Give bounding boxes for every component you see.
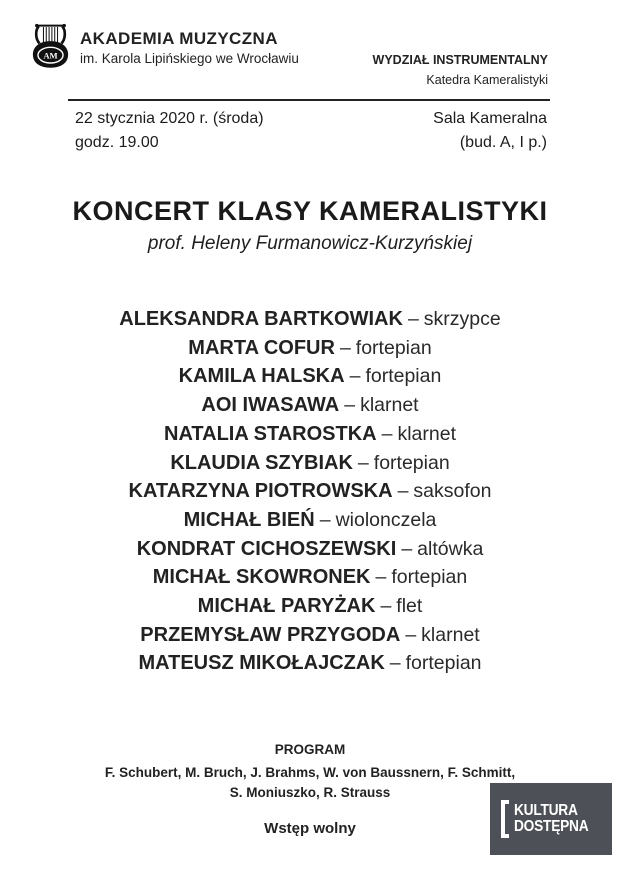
performer-instrument: fortepian xyxy=(405,652,482,675)
dostepna-line: DOSTĘPNA xyxy=(514,818,589,835)
name-instrument-separator: – xyxy=(357,451,369,474)
performer-name: KAMILA HALSKA xyxy=(178,365,345,388)
kultura-dostepna-logo xyxy=(490,783,612,855)
brand-name: AKADEMIA MUZYCZNA xyxy=(80,29,278,48)
name-instrument-separator: – xyxy=(389,652,401,675)
performer-name: AOI IWASAWA xyxy=(201,394,340,417)
performer-name: MICHAŁ PARYŻAK xyxy=(197,595,376,618)
event-info-row xyxy=(75,107,547,155)
performer-row xyxy=(0,335,620,364)
concert-title: KONCERT KLASY KAMERALISTYKI xyxy=(72,196,548,226)
performer-name: KATARZYNA PIOTROWSKA xyxy=(128,480,393,503)
performer-instrument: fortepian xyxy=(373,451,450,474)
performer-name: MARTA COFUR xyxy=(188,336,335,359)
name-instrument-separator: – xyxy=(319,508,331,531)
performer-name: MICHAŁ SKOWRONEK xyxy=(152,566,371,589)
performer-row xyxy=(0,507,620,536)
event-date: 22 stycznia 2020 r. (środa) xyxy=(75,110,264,127)
concert-subtitle: prof. Heleny Furmanowicz-Kurzyńskiej xyxy=(147,233,473,254)
program-composers-line2: S. Moniuszko, R. Strauss xyxy=(229,785,391,800)
event-venue xyxy=(433,107,547,155)
performer-name: KONDRAT CICHOSZEWSKI xyxy=(136,537,397,560)
performer-instrument: fortepian xyxy=(365,365,442,388)
performer-row xyxy=(0,622,620,651)
performer-instrument: skrzypce xyxy=(423,308,501,330)
performer-row xyxy=(0,363,620,392)
performer-name: MATEUSZ MIKOŁAJCZAK xyxy=(138,652,385,675)
performer-instrument: klarnet xyxy=(360,394,419,417)
performer-instrument: klarnet xyxy=(421,623,480,646)
chair-name: Katedra Kameralistyki xyxy=(426,72,548,87)
name-instrument-separator: – xyxy=(344,394,356,417)
venue-detail: (bud. A, I p.) xyxy=(459,134,547,151)
admission-note: Wstęp wolny xyxy=(264,820,356,837)
performer-row xyxy=(0,564,620,593)
performer-row xyxy=(0,450,620,479)
brand-block xyxy=(80,30,299,67)
performer-instrument: wiolonczela xyxy=(335,508,437,531)
performer-row xyxy=(0,421,620,450)
kultura-line: KULTURA xyxy=(514,801,578,819)
performer-instrument: fortepian xyxy=(355,336,432,359)
performer-instrument: altówka xyxy=(417,537,484,560)
bracket-icon xyxy=(501,800,509,838)
event-datetime xyxy=(75,107,264,155)
svg-text:AM: AM xyxy=(43,50,58,61)
performer-row xyxy=(0,593,620,622)
event-time: godz. 19.00 xyxy=(75,134,159,151)
name-instrument-separator: – xyxy=(380,595,392,618)
performer-name: PRZEMYSŁAW PRZYGODA xyxy=(140,623,401,646)
faculty-name: WYDZIAŁ INSTRUMENTALNY xyxy=(372,53,548,67)
header-divider xyxy=(68,99,550,101)
performer-row xyxy=(0,392,620,421)
name-instrument-separator: – xyxy=(407,308,419,330)
performer-instrument: flet xyxy=(396,595,423,618)
performer-instrument: klarnet xyxy=(397,422,456,445)
name-instrument-separator: – xyxy=(401,537,413,560)
name-instrument-separator: – xyxy=(381,422,393,445)
name-instrument-separator: – xyxy=(405,623,417,646)
performer-row xyxy=(0,306,620,335)
performer-name: MICHAŁ BIEŃ xyxy=(183,508,315,531)
program-heading: PROGRAM xyxy=(274,742,346,757)
name-instrument-separator: – xyxy=(339,336,351,359)
performer-name: NATALIA STAROSTKA xyxy=(164,422,377,445)
performer-name: KLAUDIA SZYBIAK xyxy=(170,451,353,474)
name-instrument-separator: – xyxy=(397,480,409,503)
name-instrument-separator: – xyxy=(375,566,387,589)
kultura-dostepna-label xyxy=(514,803,588,836)
performer-name: ALEKSANDRA BARTKOWIAK xyxy=(119,308,403,330)
performer-row xyxy=(0,650,620,679)
department-block xyxy=(373,54,548,88)
performers-list xyxy=(0,306,620,679)
performer-row xyxy=(0,536,620,565)
venue-name: Sala Kameralna xyxy=(433,110,547,127)
performer-instrument: fortepian xyxy=(391,566,468,589)
lyre-logo-icon xyxy=(27,21,74,69)
program-composers-line1: F. Schubert, M. Bruch, J. Brahms, W. von Baussnern, F. Schmitt, xyxy=(104,765,516,780)
performer-row xyxy=(0,478,620,507)
performer-instrument: saksofon xyxy=(413,480,492,503)
brand-subtitle: im. Karola Lipińskiego we Wrocławiu xyxy=(80,50,299,66)
name-instrument-separator: – xyxy=(349,365,361,388)
